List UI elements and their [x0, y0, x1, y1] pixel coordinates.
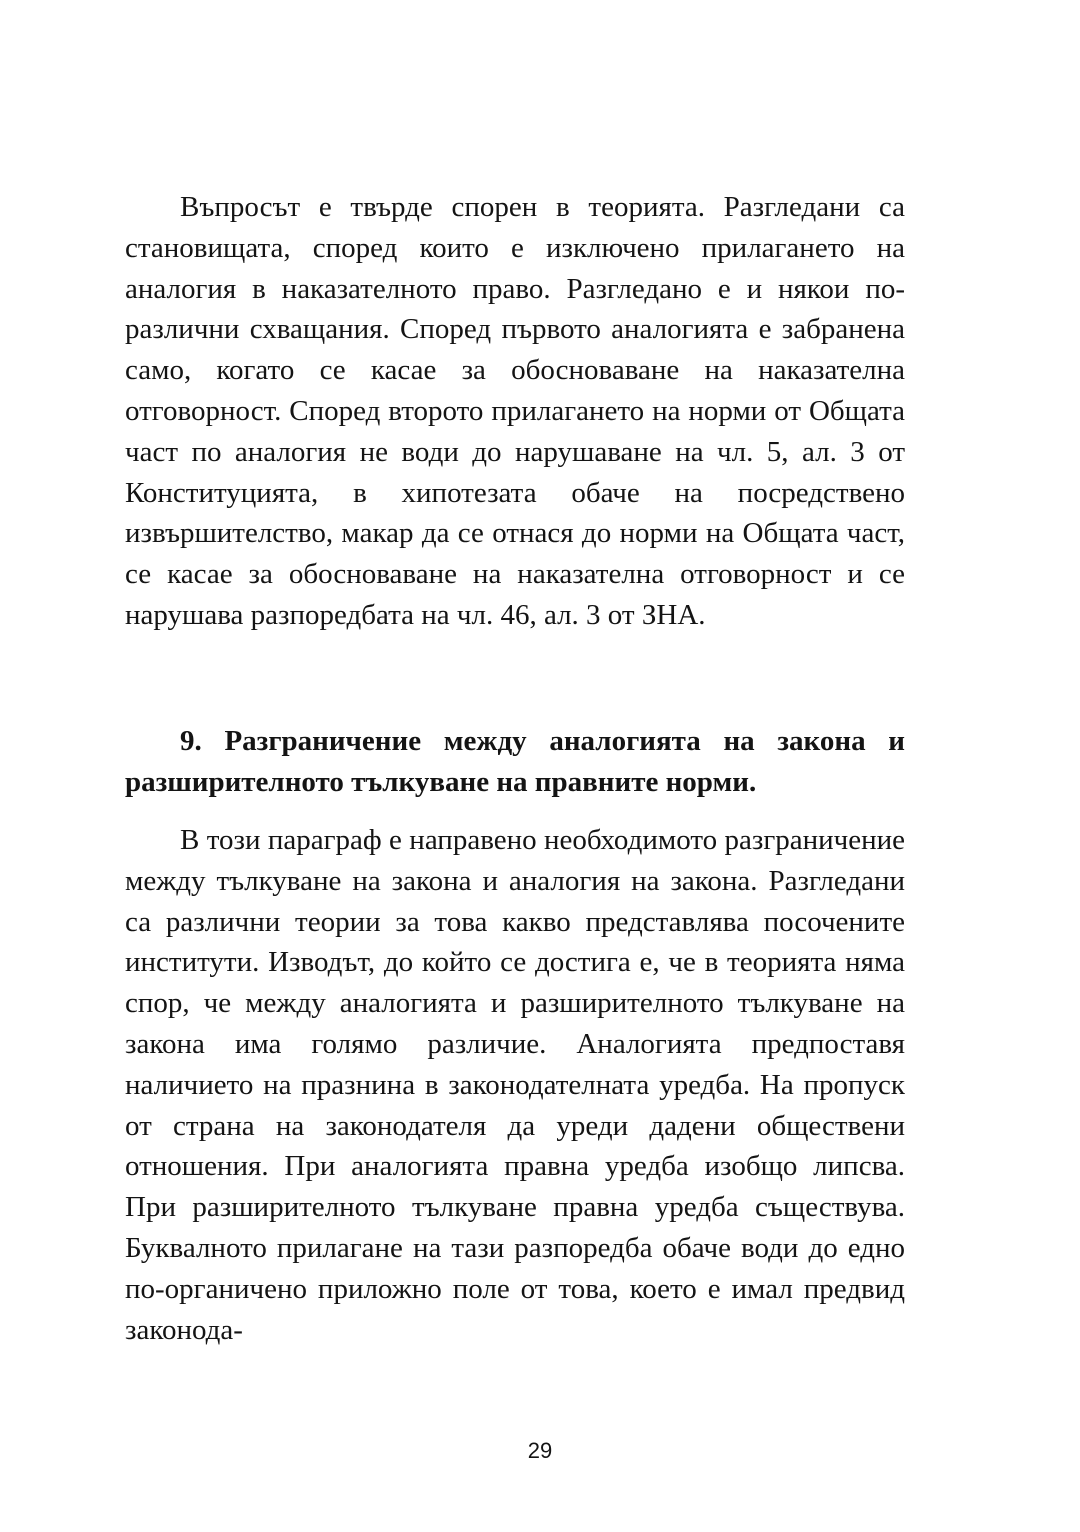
section-heading-block [125, 721, 905, 803]
body-paragraph: Въпросът е твърде спорен в теорията. Разгледани са становищата, според които е изключено прилагането на аналогия в наказателното право. Разгледано е и някои по-различни схващания. Според първото аналогията е забранена само, когато се касае за обосноваване на наказателна отговорност. Според второто прилагането на норми от Общата част по аналогия не води до нарушаване на чл. 5, ал. 3 от Конституцията, в хипотезата обаче на посредствено извършителство, макар да се отнася до норми на Общата част, се касае за обосноваване на наказателна отговорност и се нарушава разпоредбата на чл. 46, ал. 3 от ЗНА. [125, 191, 905, 631]
page-number: 29 [527, 1438, 553, 1463]
body-paragraph: В този параграф е направено необходимото разграничение между тълкуване на закона и аналогия на закона. Разгледани са различни теории за това какво представлява посочените институти. Изводът, до който се достига е, че в теорията няма спор, че между аналогията и разширителното тълкуване на закона има голямо различие. Аналогията предпоставя наличието на празнина в законодателната уредба. На пропуск от страна на законодателя да уреди дадени обществени отношения. При аналогията правна уредба изобщо липсва. При разширителното тълкуване правна уредба съществува. Буквалното прилагане на тази разпоредба обаче води до едно по-органичено приложно поле от това, което е имал предвид законода- [125, 824, 905, 1346]
paragraph-block [125, 820, 905, 1350]
paragraph-block [125, 187, 905, 636]
section-heading: 9. Разграничение между аналогията на закона и разширителното тълкуване на правните норми. [125, 725, 905, 798]
